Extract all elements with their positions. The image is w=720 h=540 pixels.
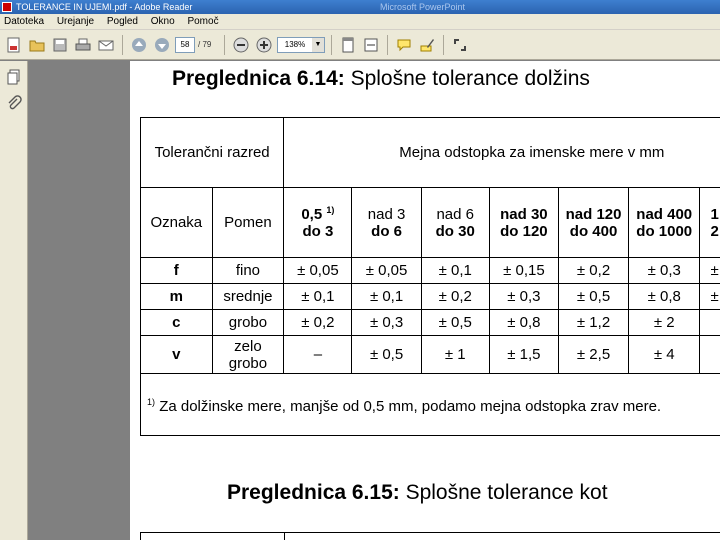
table-border (140, 533, 141, 540)
tolerance-table (140, 117, 720, 436)
range-header (558, 188, 628, 258)
range-from: nad 30 (500, 205, 548, 223)
chevron-down-icon[interactable]: ▼ (312, 38, 324, 52)
cell-value: ± 0,15 (489, 258, 558, 284)
create-pdf-button[interactable] (4, 35, 24, 55)
expand-icon (452, 37, 468, 53)
pen-sign-icon (419, 37, 435, 53)
document-page (130, 61, 720, 540)
background-window-title: Microsoft PowerPoint (380, 2, 466, 12)
footnote-text: Za dolžinske mere, manjše od 0,5 mm, podamo mejna odstopka zrav mere. (159, 398, 662, 415)
range-from: nad 400 (636, 205, 693, 223)
cell-value: ± 0,8 (489, 310, 558, 336)
range-to: do 3 (302, 223, 334, 240)
cell-value: ± 1,5 (489, 336, 558, 374)
toolbar (0, 30, 720, 60)
cell-value: ± 4 (629, 336, 700, 374)
range-to: do 400 (569, 222, 618, 240)
open-button[interactable] (27, 35, 47, 55)
range-header (700, 188, 720, 258)
cell-value: ± 0,8 (629, 284, 700, 310)
menu-bar (0, 14, 720, 30)
cell-value: ± 0,5 (421, 310, 489, 336)
cell-value: ± (700, 258, 720, 284)
window-title: TOLERANCE IN UJEMI.pdf - Adobe Reader (16, 2, 193, 12)
footnote-marker: 1) (326, 205, 335, 215)
cell-value: ± 0,3 (629, 258, 700, 284)
range-to: 2 (710, 222, 719, 240)
range-header (489, 188, 558, 258)
table-footnote (141, 374, 720, 436)
fit-width-icon (363, 37, 379, 53)
next-page-button[interactable] (152, 35, 172, 55)
pages-icon (6, 69, 22, 85)
fit-width-button[interactable] (361, 35, 381, 55)
cell-value: ± 0,3 (352, 310, 421, 336)
previous-page-button[interactable] (129, 35, 149, 55)
create-pdf-icon (6, 37, 22, 53)
range-header (284, 188, 352, 258)
cell-value: ± 0,2 (284, 310, 352, 336)
toolbar-separator (331, 35, 332, 55)
cell-value (700, 336, 720, 374)
range-header (352, 188, 421, 258)
email-button[interactable] (96, 35, 116, 55)
zoom-in-button[interactable] (254, 35, 274, 55)
zoom-select[interactable] (277, 37, 325, 53)
cell-value: ± 2 (629, 310, 700, 336)
arrow-up-icon (131, 37, 147, 53)
footnote-marker: 1) (147, 397, 156, 407)
cell-pomen: srednje (212, 284, 284, 310)
range-from: nad 120 (565, 205, 622, 223)
fit-page-button[interactable] (338, 35, 358, 55)
navigation-panel (0, 61, 28, 540)
table-heading-6-15 (227, 481, 608, 505)
cell-value: ± 0,05 (352, 258, 421, 284)
cell-pomen: fino (212, 258, 284, 284)
toolbar-separator (387, 35, 388, 55)
range-header (421, 188, 489, 258)
cell-value: ± 0,1 (284, 284, 352, 310)
pages-panel-button[interactable] (4, 67, 24, 87)
menu-edit[interactable]: Urejanje (56, 16, 95, 27)
cell-value: ± 2,5 (558, 336, 628, 374)
print-button[interactable] (73, 35, 93, 55)
print-icon (75, 37, 91, 53)
table-border (284, 533, 285, 540)
comment-button[interactable] (394, 35, 414, 55)
range-from: nad 6 (436, 205, 474, 223)
zoom-out-icon (233, 37, 249, 53)
cell-pomen: zelo grobo (212, 336, 284, 374)
heading-text: Splošne tolerance kot (399, 481, 608, 504)
zoom-out-button[interactable] (231, 35, 251, 55)
zoom-in-icon (256, 37, 272, 53)
next-table-top-edge (140, 532, 720, 540)
table-row (141, 336, 720, 374)
cell-value: ± 0,1 (421, 258, 489, 284)
menu-window[interactable]: Okno (150, 16, 175, 27)
cell-value (700, 310, 720, 336)
range-to: do 30 (435, 222, 475, 240)
range-header (629, 188, 700, 258)
cell-value: ± 0,05 (284, 258, 352, 284)
menu-help[interactable]: Pomoč (187, 16, 219, 27)
toolbar-separator (224, 35, 225, 55)
menu-file[interactable]: Datoteka (4, 16, 45, 27)
header-deviation-span: Mejna odstopka za imenske mere v mm (284, 118, 720, 188)
email-icon (98, 37, 114, 53)
window-title-bar (0, 0, 720, 14)
page-total: / 79 (198, 40, 212, 49)
range-from: 0,5 (301, 206, 323, 223)
heading-label: Preglednica 6.14: (172, 67, 345, 90)
fit-page-icon (340, 37, 356, 53)
cell-value: ± 0,3 (489, 284, 558, 310)
table-row (141, 258, 720, 284)
full-screen-button[interactable] (450, 35, 470, 55)
cell-value: ± 1 (421, 336, 489, 374)
open-folder-icon (29, 37, 45, 53)
cell-value: ± 0,5 (352, 336, 421, 374)
cell-oznaka: f (141, 258, 213, 284)
sign-button[interactable] (417, 35, 437, 55)
heading-label: Preglednica 6.15: (227, 481, 400, 504)
table-row (141, 284, 720, 310)
range-from: 1 (710, 205, 719, 223)
cell-value: ± 0,5 (558, 284, 628, 310)
cell-value: ± 0,1 (352, 284, 421, 310)
heading-text: Splošne tolerance dolžins (344, 67, 590, 90)
cell-oznaka: v (141, 336, 213, 374)
range-from: nad 3 (367, 205, 406, 223)
cell-oznaka: c (141, 310, 213, 336)
cell-value: ± 1,2 (558, 310, 628, 336)
attachments-panel-button[interactable] (4, 93, 24, 113)
adobe-reader-icon (2, 2, 12, 12)
range-to: do 1000 (636, 222, 693, 240)
cell-value: – (284, 336, 352, 374)
save-button[interactable] (50, 35, 70, 55)
table-heading-6-14 (172, 67, 590, 91)
save-icon (52, 37, 68, 53)
range-to: do 6 (371, 222, 402, 240)
header-pomen: Pomen (212, 188, 284, 258)
header-tolerance-class: Tolerančni razred (141, 118, 284, 188)
table-row (141, 310, 720, 336)
page-number-input[interactable]: 58 (175, 37, 195, 53)
range-to: do 120 (500, 222, 548, 240)
toolbar-separator (443, 35, 444, 55)
zoom-value: 138% (284, 40, 306, 49)
cell-value: ± 0,2 (558, 258, 628, 284)
cell-value: ± (700, 284, 720, 310)
header-oznaka: Oznaka (141, 188, 213, 258)
arrow-down-icon (154, 37, 170, 53)
cell-oznaka: m (141, 284, 213, 310)
cell-value: ± 0,2 (421, 284, 489, 310)
menu-view[interactable]: Pogled (106, 16, 138, 27)
paperclip-icon (6, 95, 22, 111)
toolbar-separator (122, 35, 123, 55)
cell-pomen: grobo (212, 310, 284, 336)
comment-bubble-icon (396, 37, 412, 53)
